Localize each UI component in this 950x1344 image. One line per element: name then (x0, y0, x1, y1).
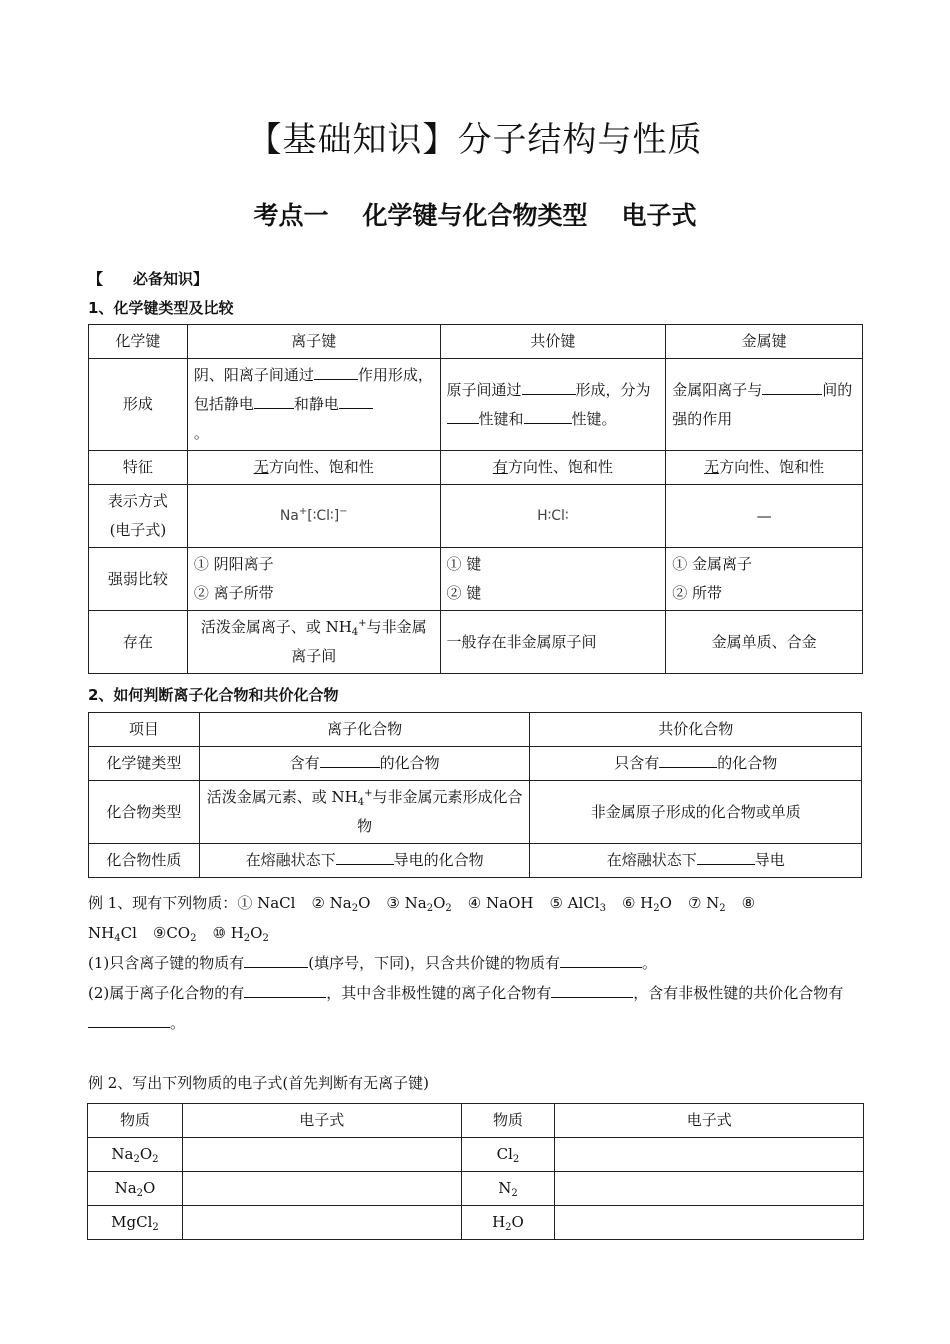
row-label: 形成 (89, 359, 188, 451)
table-row (89, 844, 862, 878)
substance-cell (461, 1206, 555, 1240)
substance-formula: $N_2$ (498, 1179, 518, 1199)
substance-formula: $Cl_2$ (496, 1145, 520, 1165)
table-cell: 在熔融状态下 导电 (530, 844, 862, 878)
substance-item: ⑦ $N_2$ (687, 894, 726, 914)
header-cell: 项目 (89, 713, 200, 747)
table-row (89, 451, 863, 485)
table-row (89, 359, 863, 451)
section-title (0, 196, 950, 232)
row-label: 表示方式 (电子式) (89, 485, 188, 548)
row-label: 化合物性质 (89, 844, 200, 878)
substance-item: ⑥ $H_2O$ (621, 894, 672, 914)
answer-cell[interactable] (555, 1138, 864, 1172)
heading-1: 1、化学键类型及比较 (88, 299, 234, 317)
table-cell: 含有 的化合物 (199, 747, 530, 781)
substance-cell (88, 1172, 183, 1206)
header-cell: 金属键 (666, 325, 863, 359)
substance-formula: $Na_2O$ (114, 1179, 156, 1199)
substance-cell (88, 1138, 183, 1172)
example-1 (88, 888, 868, 1038)
table-row (88, 1104, 864, 1138)
example-2-prompt: 例 2、写出下列物质的电子式(首先判断有无离子键) (88, 1074, 430, 1092)
table-row (89, 548, 863, 611)
substance-cell (461, 1138, 555, 1172)
table-cell: 活泼金属元素、或 $NH_4^+$与非金属元素形成化合物 (199, 781, 530, 844)
answer-cell[interactable] (182, 1206, 461, 1240)
substance-item: ④ NaOH (467, 894, 534, 912)
table-row (89, 611, 863, 674)
substance-formula: $H_2O$ (492, 1213, 524, 1233)
bond-comparison-table (88, 324, 863, 674)
table-row (88, 1172, 864, 1206)
header-cell: 共价化合物 (530, 713, 862, 747)
answer-cell[interactable] (182, 1138, 461, 1172)
answer-cell[interactable] (555, 1172, 864, 1206)
table-row (89, 781, 862, 844)
example-1-question-2: (2)属于离子化合物的有 ，其中含非极性键的离子化合物有 ，含有非极性键的共价化合物有。 (88, 978, 868, 1038)
substance-item: ① NaCl (237, 894, 296, 912)
table-row (89, 325, 863, 359)
subtitle-part-c: 电子式 (621, 201, 697, 230)
substance-formula: $Na_2O_2$ (111, 1145, 159, 1165)
substance-formula: MgCl$_2$ (111, 1213, 159, 1233)
heading-text: 必备知识】 (133, 270, 209, 288)
table-row (88, 1138, 864, 1172)
substance-item: ⑧ $NH_4Cl$ (88, 894, 756, 944)
table-cell: 金属单质、合金 (666, 611, 863, 674)
table-cell: 无方向性、饱和性 (187, 451, 440, 485)
table-cell: — (666, 485, 863, 548)
answer-cell[interactable] (182, 1172, 461, 1206)
example-1-substances: 例 1、现有下列物质：① NaCl ② $Na_2O$ ③ $Na_2O_2$ ④ NaOH ⑤ AlCl$_3$ ⑥ $H_2O$ ⑦ $N_2$ ⑧ $NH_4Cl$ $⑨CO_2$ ⑩ $H_2O_2$ (88, 894, 756, 944)
subtitle-part-a: 考点一 (253, 201, 329, 230)
row-label: 特征 (89, 451, 188, 485)
header-cell: 物质 (88, 1104, 183, 1138)
header-cell: 离子化合物 (199, 713, 530, 747)
substance-cell (461, 1172, 555, 1206)
heading-2: 2、如何判断离子化合物和共价化合物 (88, 686, 339, 704)
table-cell: 阴、阳离子间通过 作用形成，包括静电 和静电 。 (187, 359, 440, 451)
substance-item: $⑨CO_2$ (152, 924, 197, 944)
table-cell: 活泼金属离子、或 $NH_4^+$与非金属离子间 (187, 611, 440, 674)
table-cell: 在熔融状态下 导电的化合物 (199, 844, 530, 878)
table-cell: 金属阳离子与 间的强的作用 (666, 359, 863, 451)
substance-item: ⑤ AlCl$_3$ (549, 894, 606, 914)
essential-knowledge-heading (88, 268, 208, 289)
table-cell: 原子间通过 形成，分为性键和 性键。 (440, 359, 666, 451)
header-cell: 共价键 (440, 325, 666, 359)
table-row (89, 747, 862, 781)
bracket-left: 【 (88, 270, 104, 288)
electron-formula-hcl: H∶Cl∶ (440, 485, 666, 548)
table-row (88, 1206, 864, 1240)
compound-judgement-table (88, 712, 862, 878)
table-cell: 非金属原子形成的化合物或单质 (530, 781, 862, 844)
table-cell: 无方向性、饱和性 (666, 451, 863, 485)
row-label: 化学键类型 (89, 747, 200, 781)
electron-formula-table (87, 1103, 864, 1240)
table-cell: ① 阴阳离子 ② 离子所带 (187, 548, 440, 611)
example-1-question-1: (1)只含离子键的物质有 (填序号，下同)，只含共价键的物质有 。 (88, 948, 868, 978)
row-label: 强弱比较 (89, 548, 188, 611)
table-cell: 只含有 的化合物 (530, 747, 862, 781)
table-row (89, 485, 863, 548)
header-cell: 离子键 (187, 325, 440, 359)
header-cell: 化学键 (89, 325, 188, 359)
table-cell: 一般存在非金属原子间 (440, 611, 666, 674)
substance-cell (88, 1206, 183, 1240)
row-label: 存在 (89, 611, 188, 674)
page-title: 【基础知识】分子结构与性质 (247, 120, 703, 160)
table-cell: ① 键 ② 键 (440, 548, 666, 611)
table-cell: ① 金属离子 ② 所带 (666, 548, 863, 611)
electron-formula-nacl: Na+[∶Cl∶]− (187, 485, 440, 548)
subtitle-part-b: 化学键与化合物类型 (362, 201, 588, 230)
header-cell: 电子式 (555, 1104, 864, 1138)
table-cell: 有方向性、饱和性 (440, 451, 666, 485)
substance-item: ③ $Na_2O_2$ (386, 894, 452, 914)
table-row (89, 713, 862, 747)
answer-cell[interactable] (555, 1206, 864, 1240)
substance-item: ⑩ $H_2O_2$ (212, 924, 269, 944)
row-label: 化合物类型 (89, 781, 200, 844)
header-cell: 物质 (461, 1104, 555, 1138)
header-cell: 电子式 (182, 1104, 461, 1138)
substance-item: ② $Na_2O$ (311, 894, 371, 914)
